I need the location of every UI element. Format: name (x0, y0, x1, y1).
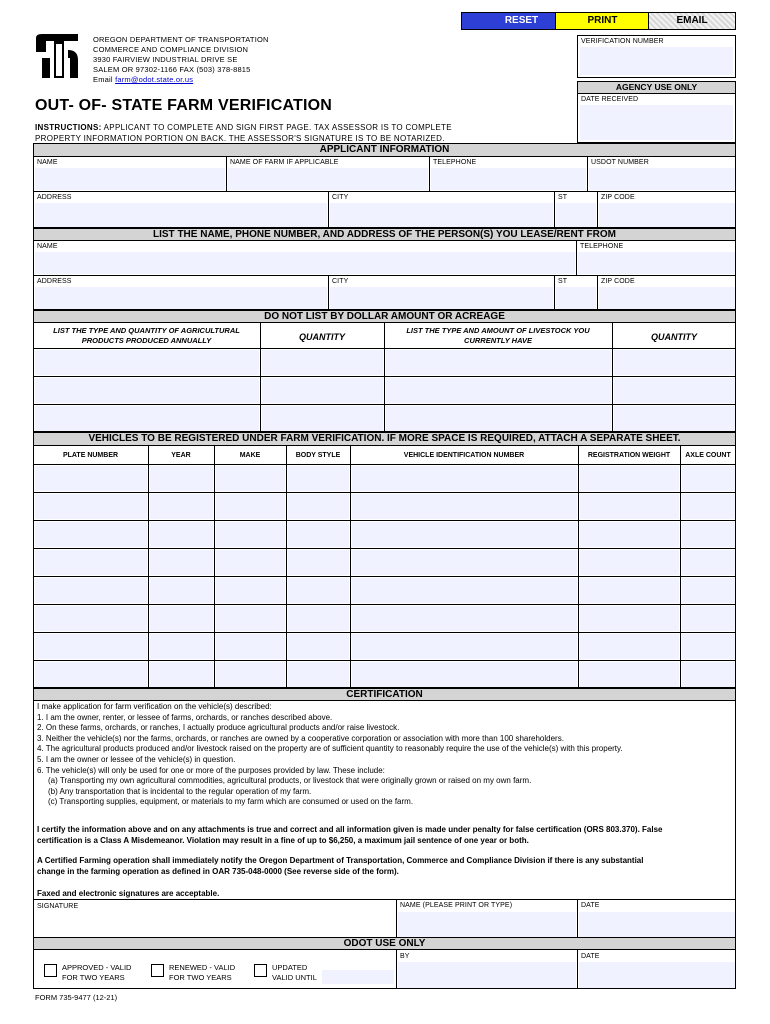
email-link[interactable]: farm@odot.state.or.us (115, 75, 194, 84)
applicant-name-field[interactable] (35, 168, 225, 190)
date-received-field[interactable] (580, 105, 733, 140)
livestock-quantity-field-1[interactable] (614, 350, 735, 375)
body-style-field-3[interactable] (288, 522, 349, 547)
product-quantity-field-2[interactable] (262, 378, 383, 403)
vin-field-7[interactable] (352, 634, 577, 659)
livestock-quantity-field-2[interactable] (614, 378, 735, 403)
body-style-field-8[interactable] (288, 662, 349, 687)
year-field-6[interactable] (150, 606, 213, 631)
vin-field-6[interactable] (352, 606, 577, 631)
vehicle-col-header-body-style: BODY STYLE (295, 452, 341, 459)
lessor-zip-field[interactable] (599, 287, 735, 309)
vehicle-col-header-registration-weight: REGISTRATION WEIGHT (587, 452, 671, 459)
odot-logo (32, 32, 82, 82)
registration-weight-field-1[interactable] (580, 466, 679, 491)
agency-city-fax: SALEM OR 97302-1166 FAX (503) 378-8815 (93, 65, 251, 74)
agency-use-only-label: AGENCY USE ONLY (577, 81, 736, 94)
make-field-5[interactable] (216, 578, 285, 603)
year-field-5[interactable] (150, 578, 213, 603)
updated-checkbox[interactable] (254, 964, 267, 977)
instructions: INSTRUCTIONS: APPLICANT TO COMPLETE AND SIGN FIRST PAGE. TAX ASSESSOR IS TO COMPLETE PROPERTY INFORMATION PORTION ON BACK. THE ASSESSOR'S SIGNATURE IS TO BE NOTARIZED. (35, 123, 452, 143)
product-type-field-3[interactable] (35, 406, 259, 431)
by-label: BY (400, 953, 410, 960)
applicant-telephone-field[interactable] (431, 168, 586, 190)
body-style-field-4[interactable] (288, 550, 349, 575)
approved-label: APPROVED - VALID FOR TWO YEARS (62, 963, 132, 982)
print-button[interactable]: PRINT (555, 12, 650, 30)
certification-line-10: (c) Transporting supplies, equipment, or materials to my farm which are consumed or used on the farm. (48, 797, 414, 807)
livestock-type-field-2[interactable] (386, 378, 611, 403)
applicant-zip-label: ZIP CODE (601, 194, 635, 201)
certification-line-9: (b) Any transportation that is incidental to the regular operation of my farm. (48, 786, 312, 796)
vin-field-2[interactable] (352, 494, 577, 519)
plate-number-field-7[interactable] (35, 634, 147, 659)
odot-date-label: DATE (581, 953, 600, 960)
email-button[interactable]: EMAIL (648, 12, 736, 30)
certification-line-2: 1. I am the owner, renter, or lessee of farms, orchards, or ranches described above. (37, 712, 333, 722)
certification-line-5: 4. The agricultural products produced and/or livestock raised on the property are of sufficient quantity to reasonably require the use of the vehicle(s) with this property. (37, 744, 623, 754)
farm-name-field[interactable] (228, 168, 428, 190)
livestock-quantity-header: QUANTITY (651, 332, 697, 342)
lessor-telephone-field[interactable] (578, 252, 735, 274)
vehicles-section-heading: VEHICLES TO BE REGISTERED UNDER FARM VERIFICATION. IF MORE SPACE IS REQUIRED, ATTACH A SEPARATE SHEET. (33, 432, 736, 446)
make-field-1[interactable] (216, 466, 285, 491)
certification-line-7: 6. The vehicle(s) will only be used for one or more of the purposes provided by law. These include: (37, 765, 385, 775)
certification-line-8: (a) Transporting my own agricultural commodities, agricultural products, or livestock that were originally grown or raised on my own farm. (48, 776, 532, 786)
make-field-7[interactable] (216, 634, 285, 659)
plate-number-field-6[interactable] (35, 606, 147, 631)
registration-weight-field-2[interactable] (580, 494, 679, 519)
lessor-st-label: ST (558, 278, 568, 285)
axle-count-field-7[interactable] (682, 634, 735, 659)
registration-weight-field-5[interactable] (580, 578, 679, 603)
products-section-heading: DO NOT LIST BY DOLLAR AMOUNT OR ACREAGE (33, 310, 736, 323)
agency-name: OREGON DEPARTMENT OF TRANSPORTATION (93, 35, 269, 44)
plate-number-field-8[interactable] (35, 662, 147, 687)
products-col-header: LIST THE TYPE AND QUANTITY OF AGRICULTURAL PRODUCTS PRODUCED ANNUALLY (53, 326, 240, 345)
lessor-section-heading: LIST THE NAME, PHONE NUMBER, AND ADDRESS OF THE PERSON(S) YOU LEASE/RENT FROM (33, 228, 736, 241)
registration-weight-field-3[interactable] (580, 522, 679, 547)
year-field-8[interactable] (150, 662, 213, 687)
livestock-type-field-1[interactable] (386, 350, 611, 375)
renewed-label: RENEWED - VALID FOR TWO YEARS (169, 963, 236, 982)
certify-statement: I certify the information above and on any attachments is true and correct and all information given is made under penalty for false certification (ORS 803.370). False certification is a Class A Misdemeanor. Violation may result in a fine of up to $6,250, a maximum jail sentence of one year or both. (37, 825, 663, 845)
lessor-name-field[interactable] (35, 252, 575, 274)
lessor-telephone-label: TELEPHONE (580, 243, 624, 250)
date-received-box: DATE RECEIVED (577, 93, 736, 143)
product-type-field-2[interactable] (35, 378, 259, 403)
certification-heading: CERTIFICATION (33, 688, 736, 701)
plate-number-field-3[interactable] (35, 522, 147, 547)
vehicle-col-header-vin: VEHICLE IDENTIFICATION NUMBER (403, 452, 525, 459)
applicant-zip-field[interactable] (599, 203, 735, 227)
vin-field-1[interactable] (352, 466, 577, 491)
plate-number-field-1[interactable] (35, 466, 147, 491)
registration-weight-field-4[interactable] (580, 550, 679, 575)
verification-number-box: VERIFICATION NUMBER (577, 35, 736, 78)
applicant-st-field[interactable] (556, 203, 596, 227)
products-quantity-header: QUANTITY (299, 332, 345, 342)
lessor-name-label: NAME (37, 243, 58, 250)
vehicle-col-header-year: YEAR (171, 452, 191, 459)
registration-weight-field-6[interactable] (580, 606, 679, 631)
certification-line-3: 2. On these farms, orchards, or ranches, I actually produce agricultural products and/or raise livestock. (37, 723, 400, 733)
body-style-field-1[interactable] (288, 466, 349, 491)
make-field-6[interactable] (216, 606, 285, 631)
vin-field-3[interactable] (352, 522, 577, 547)
plate-number-field-4[interactable] (35, 550, 147, 575)
product-type-field-1[interactable] (35, 350, 259, 375)
vehicle-col-header-axle-count: AXLE COUNT (685, 452, 731, 459)
year-field-3[interactable] (150, 522, 213, 547)
lessor-address-label: ADDRESS (37, 278, 72, 285)
vin-field-8[interactable] (352, 662, 577, 687)
year-field-7[interactable] (150, 634, 213, 659)
registration-weight-field-8[interactable] (580, 662, 679, 687)
vehicle-col-header-make: MAKE (239, 452, 261, 459)
lessor-st-field[interactable] (556, 287, 596, 309)
applicant-section-heading: APPLICANT INFORMATION (33, 143, 736, 157)
axle-count-field-4[interactable] (682, 550, 735, 575)
product-quantity-field-3[interactable] (262, 406, 383, 431)
year-field-4[interactable] (150, 550, 213, 575)
plate-number-field-5[interactable] (35, 578, 147, 603)
applicant-city-field[interactable] (330, 203, 553, 227)
vin-field-5[interactable] (352, 578, 577, 603)
axle-count-field-2[interactable] (682, 494, 735, 519)
lessor-city-field[interactable] (330, 287, 553, 309)
livestock-quantity-field-3[interactable] (614, 406, 735, 431)
updated-label: UPDATED VALID UNTIL (272, 963, 317, 982)
body-style-field-5[interactable] (288, 578, 349, 603)
vehicle-col-header-plate-number: PLATE NUMBER (62, 452, 119, 459)
form-title: OUT- OF- STATE FARM VERIFICATION (35, 97, 333, 114)
signature-date-field[interactable] (579, 912, 735, 937)
farm-name-label: NAME OF FARM IF APPLICABLE (230, 159, 339, 166)
applicant-address-label: ADDRESS (37, 194, 72, 201)
lessor-city-label: CITY (332, 278, 349, 285)
axle-count-field-5[interactable] (682, 578, 735, 603)
print-name-label: NAME (PLEASE PRINT OR TYPE) (400, 902, 513, 909)
applicant-city-label: CITY (332, 194, 349, 201)
applicant-address-field[interactable] (35, 203, 327, 227)
body-style-field-6[interactable] (288, 606, 349, 631)
signature-field[interactable] (35, 913, 395, 937)
odot-use-heading: ODOT USE ONLY (33, 937, 736, 950)
body-style-field-7[interactable] (288, 634, 349, 659)
axle-count-field-8[interactable] (682, 662, 735, 687)
year-field-1[interactable] (150, 466, 213, 491)
certification-line-1: I make application for farm verification on the vehicle(s) described: (37, 702, 272, 711)
product-quantity-field-1[interactable] (262, 350, 383, 375)
usdot-field[interactable] (589, 168, 735, 190)
agency-email-line: Email farm@odot.state.or.us (93, 75, 194, 84)
axle-count-field-6[interactable] (682, 606, 735, 631)
livestock-type-field-3[interactable] (386, 406, 611, 431)
axle-count-field-3[interactable] (682, 522, 735, 547)
year-field-2[interactable] (150, 494, 213, 519)
signature-date-label: DATE (581, 902, 600, 909)
division-name: COMMERCE AND COMPLIANCE DIVISION (93, 45, 249, 54)
make-field-3[interactable] (216, 522, 285, 547)
applicant-telephone-label: TELEPHONE (433, 159, 477, 166)
applicant-name-label: NAME (37, 159, 58, 166)
reset-button[interactable]: RESET (461, 12, 582, 30)
verification-number-field[interactable] (580, 47, 733, 75)
make-field-8[interactable] (216, 662, 285, 687)
usdot-label: USDOT NUMBER (591, 159, 649, 166)
by-field[interactable] (398, 962, 576, 988)
applicant-st-label: ST (558, 194, 568, 201)
signature-label: SIGNATURE (37, 903, 79, 910)
livestock-col-header: LIST THE TYPE AND AMOUNT OF LIVESTOCK YOU CURRENTLY HAVE (406, 326, 590, 345)
registration-weight-field-7[interactable] (580, 634, 679, 659)
axle-count-field-1[interactable] (682, 466, 735, 491)
make-field-4[interactable] (216, 550, 285, 575)
make-field-2[interactable] (216, 494, 285, 519)
vin-field-4[interactable] (352, 550, 577, 575)
faxed-signatures-note: Faxed and electronic signatures are acceptable. (37, 889, 220, 898)
agency-address: 3930 FAIRVIEW INDUSTRIAL DRIVE SE (93, 55, 238, 64)
renewed-checkbox[interactable] (151, 964, 164, 977)
form-number: FORM 735-9477 (12-21) (35, 993, 118, 1002)
print-name-field[interactable] (398, 912, 576, 937)
body-style-field-2[interactable] (288, 494, 349, 519)
lessor-address-field[interactable] (35, 287, 327, 309)
valid-until-field[interactable] (322, 970, 394, 984)
notify-statement: A Certified Farming operation shall immediately notify the Oregon Department of Transportation, Commerce and Compliance Division if there is any substantial change in the farming operation as defined in OAR 735-048-0000 (See reverse side of the form). (37, 856, 644, 876)
plate-number-field-2[interactable] (35, 494, 147, 519)
odot-date-field[interactable] (579, 962, 735, 988)
approved-checkbox[interactable] (44, 964, 57, 977)
lessor-zip-label: ZIP CODE (601, 278, 635, 285)
certification-line-6: 5. I am the owner or lessee of the vehicle(s) in question. (37, 755, 236, 764)
certification-line-4: 3. Neither the vehicle(s) nor the farms, orchards, or ranches are owned by a cooperative corporation or association with more than 100 shareholders. (37, 733, 564, 743)
